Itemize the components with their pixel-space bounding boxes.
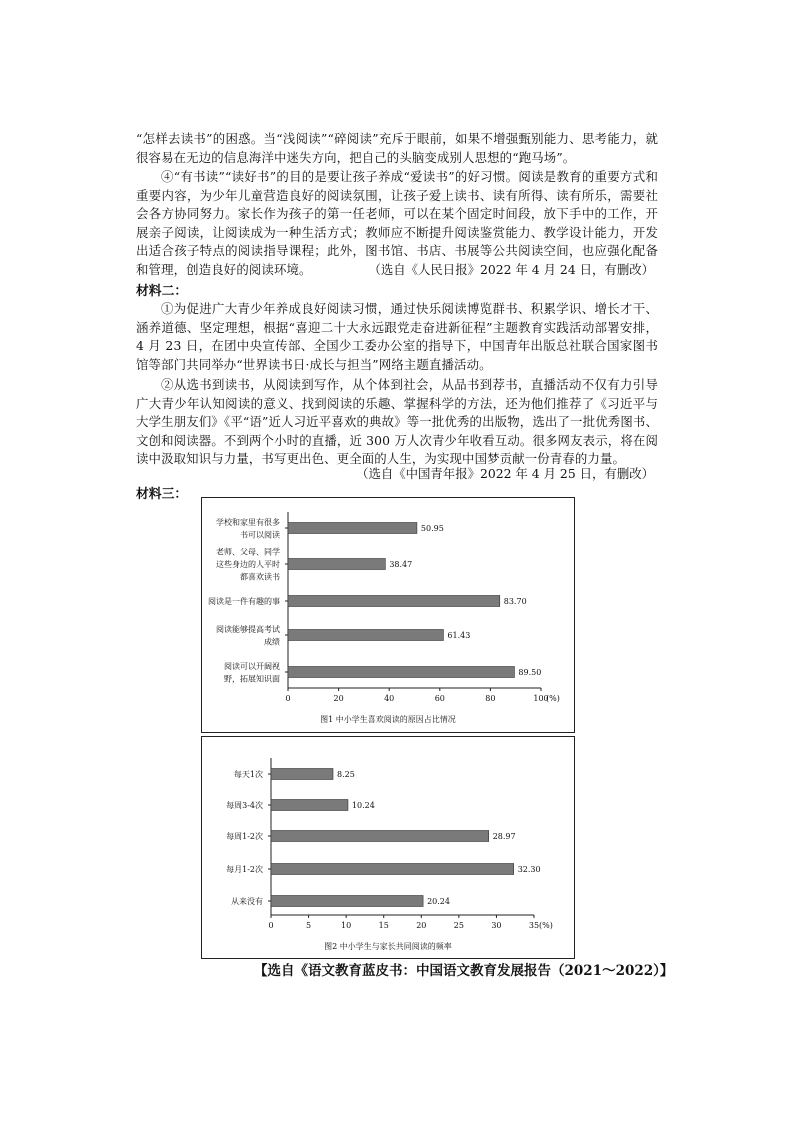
bar: [288, 630, 443, 641]
x-tick-label: 25: [453, 921, 464, 930]
category-label: 学校和家里有很多: [216, 517, 280, 527]
reference-note: 【选自《语文教育蓝皮书：中国语文教育发展报告（2021～2022）】: [254, 963, 674, 979]
category-label: 每周1-2次: [226, 832, 263, 841]
category-label: 每天1次: [233, 770, 263, 779]
category-label: 野，拓展知识面: [224, 674, 280, 684]
bar-value-label: 8.25: [336, 770, 355, 779]
category-label: 成绩: [264, 637, 280, 647]
bar: [288, 559, 385, 570]
category-label: 都喜欢读书: [240, 572, 280, 582]
bar: [271, 800, 348, 811]
bar-value-label: 28.97: [492, 832, 516, 841]
chart-2: [202, 737, 574, 958]
paragraph-3: ①为促进广大青少年养成良好阅读习惯，通过快乐阅读博览群书、积累学识、增长才干、涵养道德、坚定理想，根据“喜迎二十大永远跟党走奋进新征程”主题教育实践活动部署安排，4 月 23 日，在团中央宣传部、全国少工委办公室的指导下，中国青年出版总社联合国家图书馆等部门共同举办“世界读书日·成长与担当”网络主题直播活动。: [136, 301, 658, 372]
chart-2-frame: [201, 736, 575, 959]
paragraph-1: “怎样去读书”的困惑。当“浅阅读”“碎阅读”充斥于眼前，如果不增强甄别能力、思考能力，就很容易在无边的信息海洋中迷失方向，把自己的头脑变成别人思想的“跑马场”。: [136, 131, 658, 165]
x-tick-label: 0: [268, 921, 274, 930]
category-label: 每周3-4次: [226, 801, 263, 810]
x-tick-label: 30: [491, 921, 502, 930]
bar-value-label: 83.70: [503, 597, 527, 606]
category-label: 阅读是一件有趣的事: [208, 597, 280, 606]
bar: [271, 896, 423, 907]
bar: [288, 667, 514, 678]
x-tick-label: 35: [528, 921, 540, 930]
paragraph-4: ②从选书到读书，从阅读到写作，从个体到社会，从品书到荐书，直播活动不仅有力引导广大青少年认知阅读的意义、找到阅读的乐趣、掌握科学的方法，还为他们推荐了《习近平与大学生朋友们》《平“语”近人习近平喜欢的典故》等一批优秀的出版物，选出了一批优秀图书、文创和阅读器。不到两个小时的直播，近 300 万人次青少年收看互动。很多网友表示，将在阅读中汲取知识与力量，书写更出色、更全面的人生，为实现中国梦贡献一份青春的力量。: [136, 377, 658, 467]
chart-1-frame: [201, 497, 575, 733]
paragraph-2: ④“有书读”“读好书”的目的是要让孩子养成“爱读书”的好习惯。阅读是教育的重要方式和重要内容，为少年儿童营造良好的阅读氛围，让孩子爱上读书、读有所得、读有所乐，需要社会各方协同努力。家长作为孩子的第一任老师，可以在某个固定时间段，放下手中的工作，开展亲子阅读，让阅读成为一种生活方式；教师应不断提升阅读鉴赏能力、教学设计能力，开发出适合孩子特点的阅读指导课程；此外，图书馆、书店、书展等公共阅读空间，也应强化配备和管理，创造良好的阅读环境。: [136, 169, 658, 277]
category-label: 每月1-2次: [226, 865, 263, 874]
bar: [271, 864, 514, 875]
bar-value-label: 32.30: [517, 865, 541, 874]
bar-value-label: 38.47: [389, 560, 413, 569]
heading-material-2: 材料二：: [136, 284, 188, 299]
bar: [271, 831, 489, 842]
source-2: （选自《中国青年报》2022 年 4 月 25 日，有删改）: [356, 466, 654, 481]
x-tick-label: 100: [533, 694, 549, 703]
chart-title: 图1 中小学生喜欢阅读的原因占比情况: [320, 715, 456, 724]
x-tick-label: 10: [341, 921, 352, 930]
bar-value-label: 20.24: [427, 897, 450, 906]
x-tick-label: 20: [416, 921, 427, 930]
bar-value-label: 50.95: [420, 524, 444, 533]
x-tick-label: 40: [384, 694, 395, 703]
chart-title: 图2 中小学生与家长共同阅读的频率: [324, 942, 452, 951]
x-tick-label: 15: [378, 921, 389, 930]
bar: [271, 769, 333, 780]
bar-value-label: 61.43: [447, 631, 471, 640]
x-tick-label: 80: [485, 694, 496, 703]
category-label: 老师、父母、同学: [216, 547, 280, 557]
source-1: （选自《人民日报》2022 年 4 月 24 日，有删改）: [368, 262, 654, 277]
heading-material-3: 材料三：: [136, 487, 188, 502]
category-label: 书可以阅读: [240, 530, 280, 540]
category-label: 阅读能够提高考试: [216, 624, 280, 634]
x-unit-label: (%): [546, 694, 560, 703]
bar-value-label: 89.50: [518, 668, 542, 677]
category-label: 阅读可以开阔视: [224, 661, 280, 671]
x-tick-label: 5: [306, 921, 312, 930]
x-unit-label: (%): [539, 921, 553, 930]
chart-1: [202, 498, 574, 732]
category-label: 从来没有: [231, 897, 263, 906]
category-label: 这些身边的人平时: [216, 560, 280, 569]
x-tick-label: 0: [285, 694, 291, 703]
x-tick-label: 60: [434, 694, 445, 703]
bar-value-label: 10.24: [351, 801, 375, 810]
x-tick-label: 20: [333, 694, 344, 703]
bar: [288, 596, 500, 607]
bar: [288, 523, 417, 534]
